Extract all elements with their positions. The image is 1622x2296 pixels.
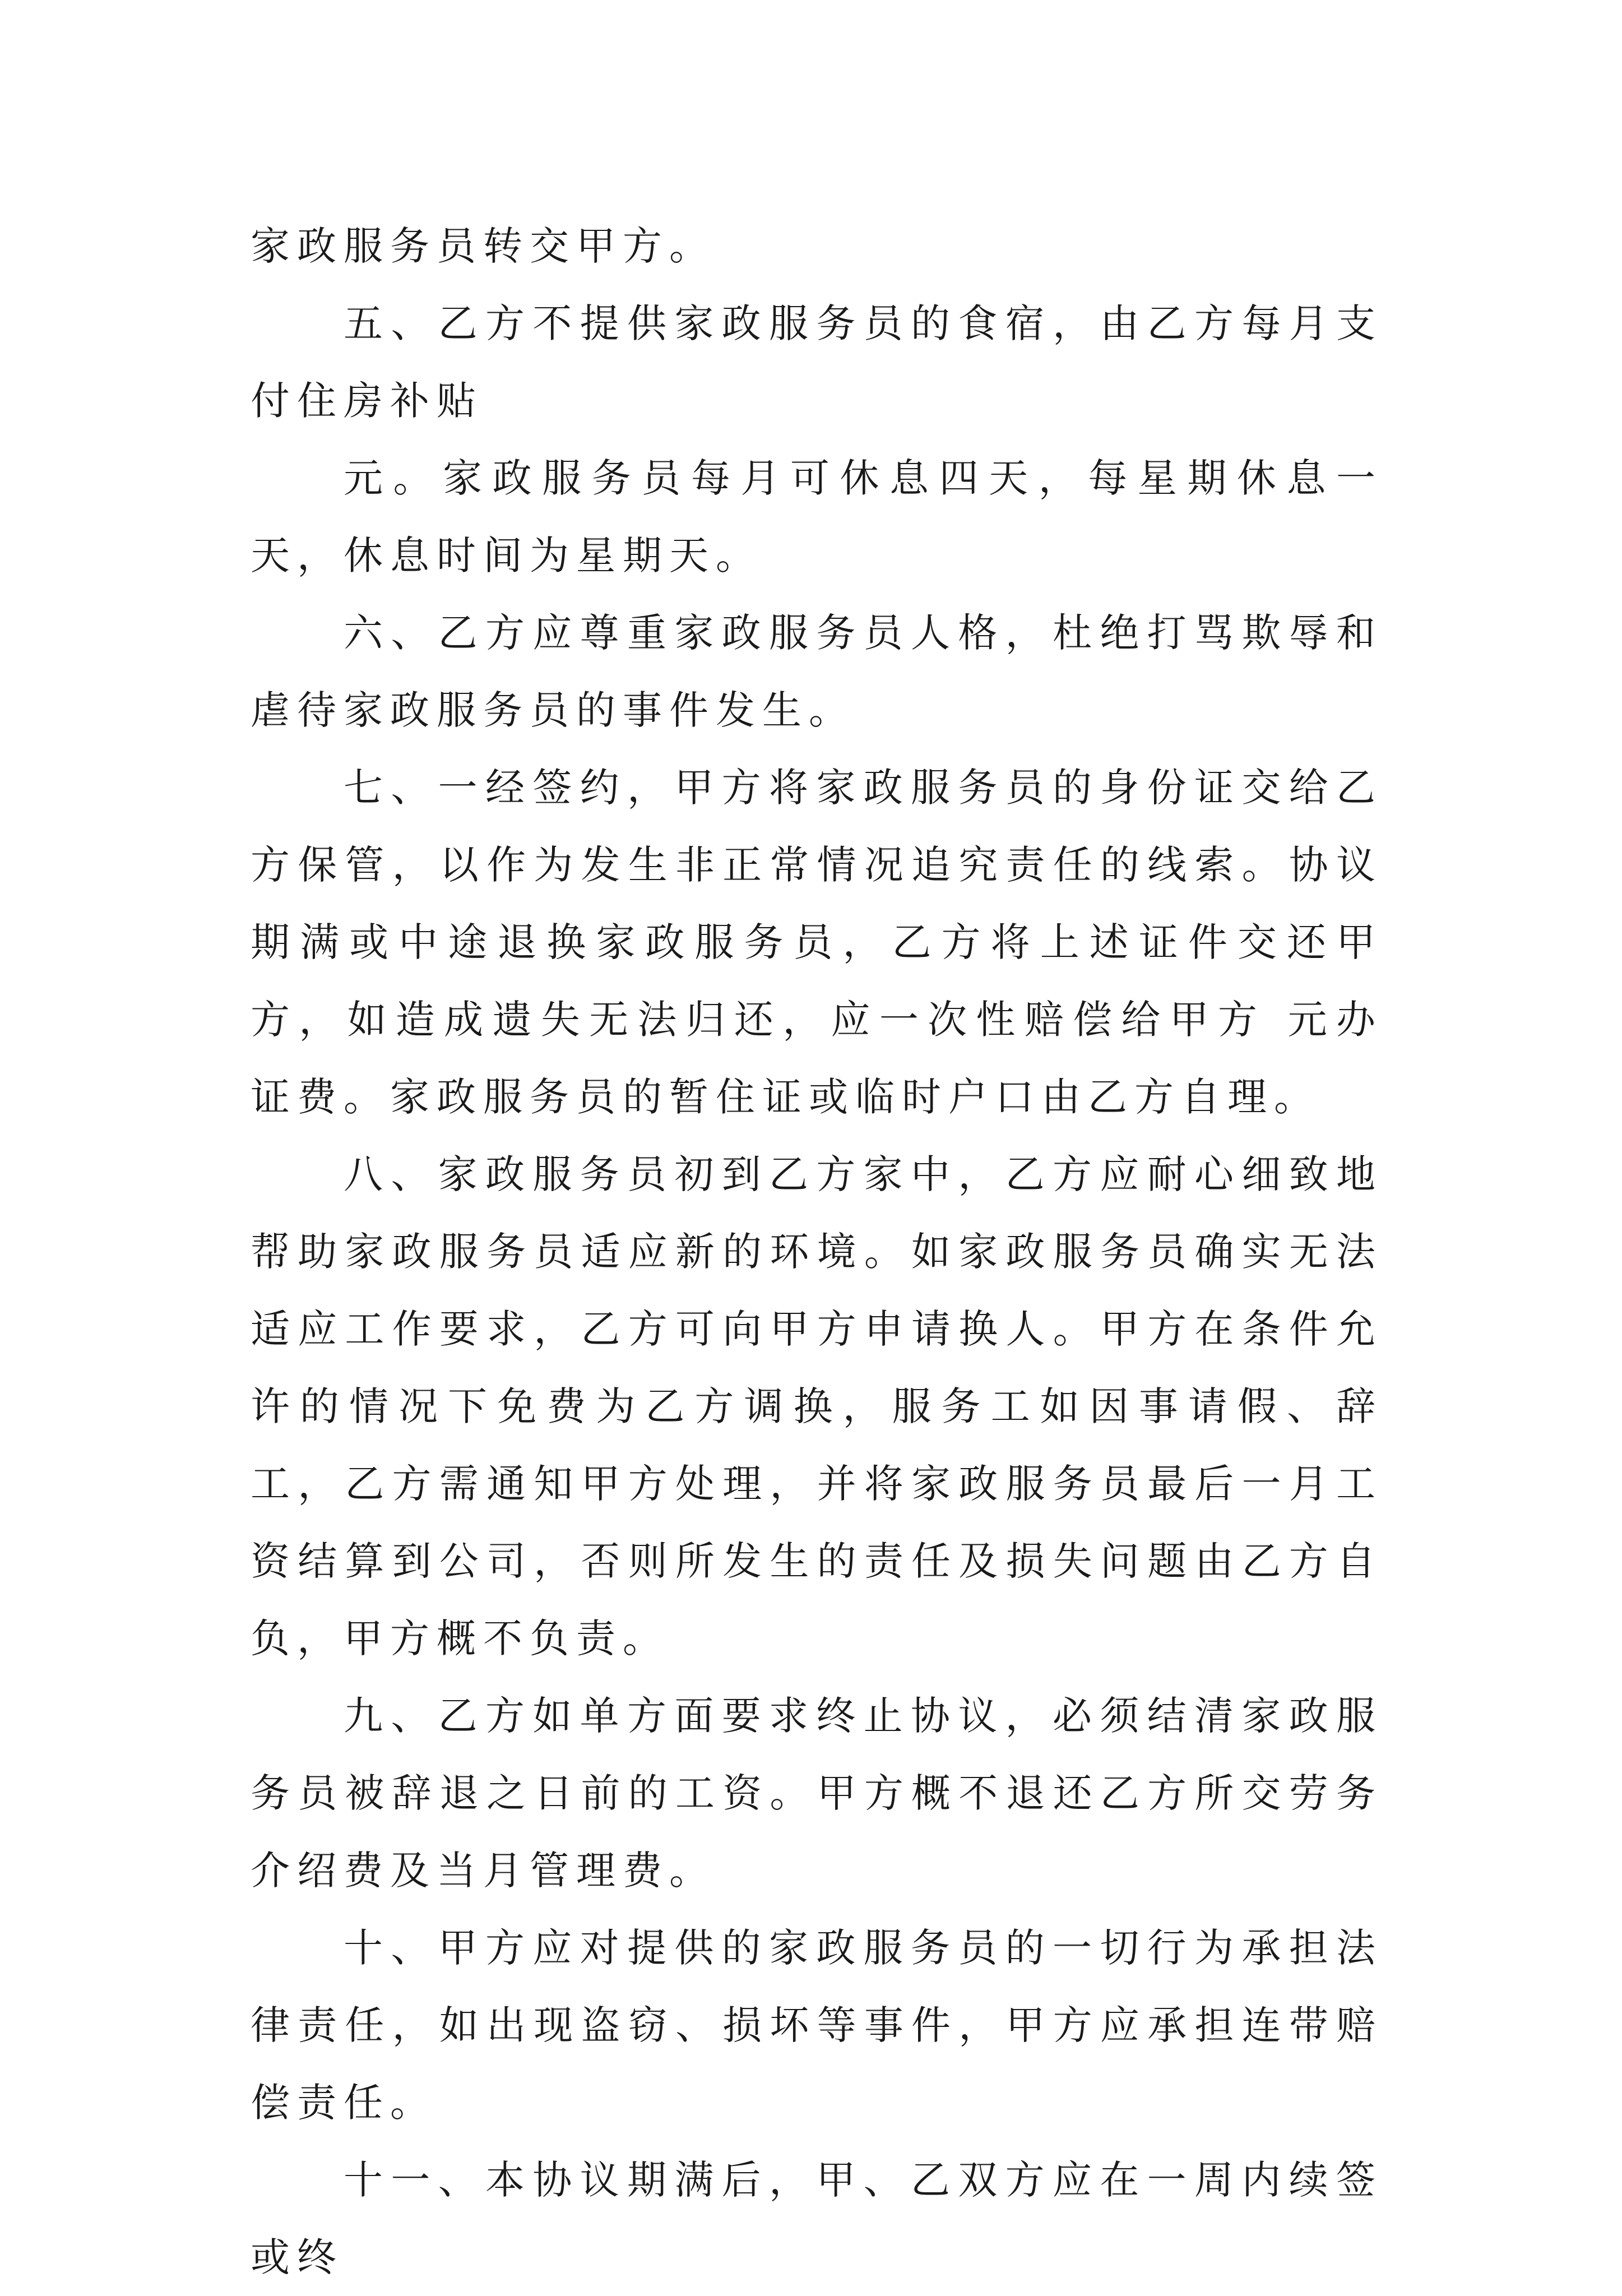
clause-10: 十、甲方应对提供的家政服务员的一切行为承担法律责任，如出现盗窃、损坏等事件，甲方应承担连带赔偿责任。	[251, 1925, 1383, 2126]
clause-5-part1: 五、乙方不提供家政服务员的食宿，由乙方每月支付住房补贴	[251, 300, 1383, 424]
clause-11: 十一、本协议期满后，甲、乙双方应在一周内续签或终	[251, 2157, 1383, 2280]
clause-9: 九、乙方如单方面要求终止协议，必须结清家政服务员被辞退之日前的工资。甲方概不退还乙方所交劳务介绍费及当月管理费。	[251, 1693, 1383, 1894]
clause-5-part2: 元。家政服务员每月可休息四天，每星期休息一天，休息时间为星期天。	[251, 455, 1383, 578]
clause-6: 六、乙方应尊重家政服务员人格，杜绝打骂欺辱和虐待家政服务员的事件发生。	[251, 610, 1383, 733]
document-body	[251, 207, 1383, 2296]
clause-7: 七、一经签约，甲方将家政服务员的身份证交给乙方保管，以作为发生非正常情况追究责任的线索。协议期满或中途退换家政服务员，乙方将上述证件交还甲方，如造成遗失无法归还，应一次性赔偿给甲方 元办证费。家政服务员的暂住证或临时户口由乙方自理。	[251, 765, 1383, 1120]
clause-8: 八、家政服务员初到乙方家中，乙方应耐心细致地帮助家政服务员适应新的环境。如家政服务员确实无法适应工作要求，乙方可向甲方申请换人。甲方在条件允许的情况下免费为乙方调换，服务工如因事请假、辞工，乙方需通知甲方处理，并将家政服务员最后一月工资结算到公司，否则所发生的责任及损失问题由乙方自负，甲方概不负责。	[251, 1151, 1383, 1661]
paragraph-continuation: 家政服务员转交甲方。	[251, 223, 716, 269]
